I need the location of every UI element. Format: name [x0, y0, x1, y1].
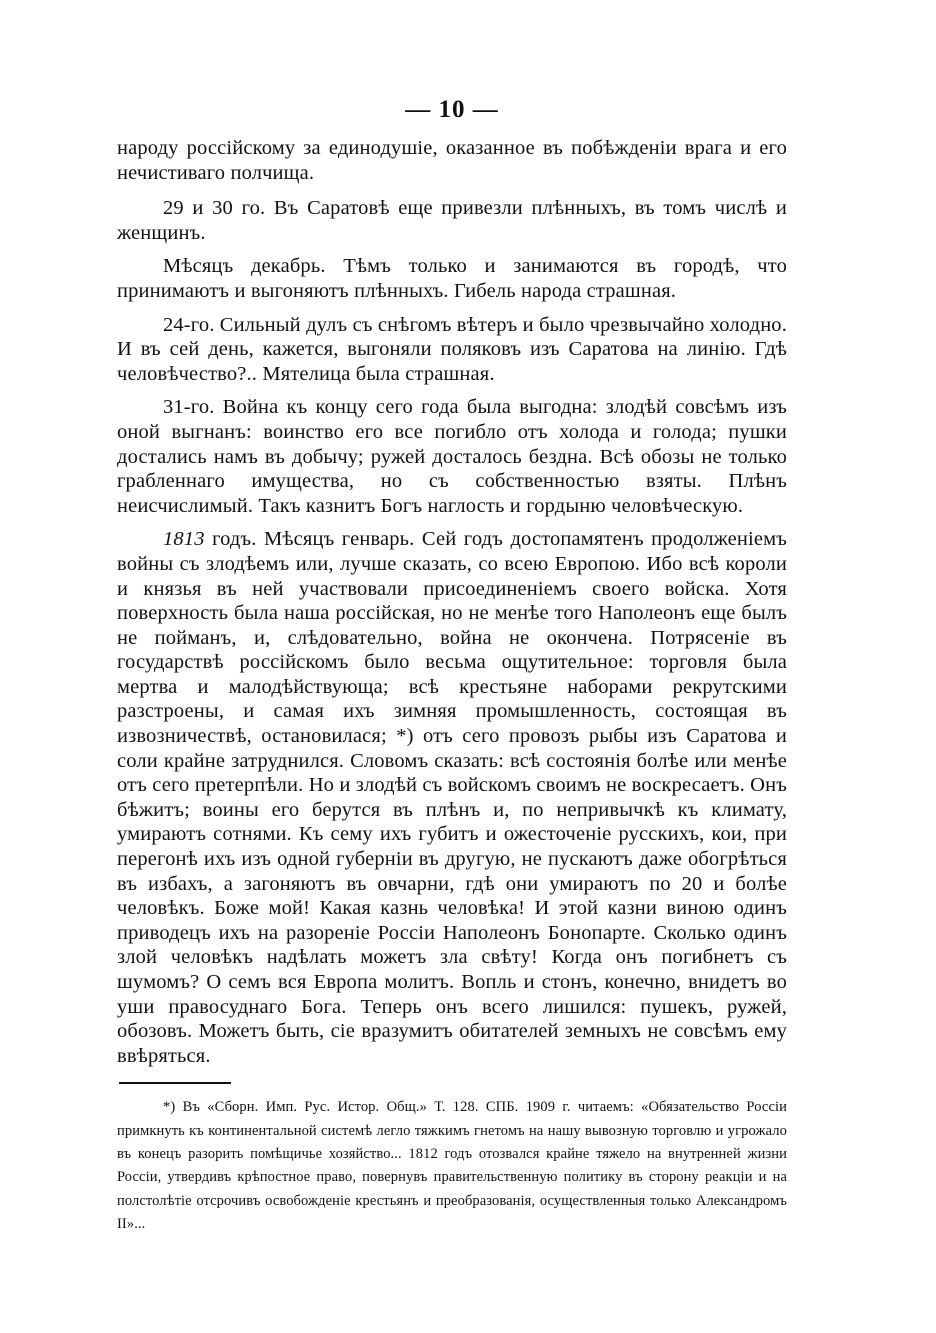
- footnote-divider: [119, 1082, 231, 1084]
- page-number: — 10 —: [405, 96, 499, 123]
- paragraph-entry-29-30: 29 и 30 го. Въ Саратовѣ еще привезли плѣнныхъ, въ томъ числѣ и женщинъ.: [117, 197, 787, 244]
- paragraph-1813-text: годъ. Мѣсяцъ генварь. Сей годъ достопамятенъ продолженіемъ войны съ злодѣемъ или, лучше сказать, со всею Европою. Ибо всѣ короли и князья въ ней участвовали присоединеніемъ своего войска. Хотя поверхность была наша россійская, но не менѣе того Наполеонъ еще былъ не пойманъ, и, слѣдовательно, война не окончена. Потрясеніе въ государствѣ россійскомъ было весьма ощутительное: торговля была мертва и малодѣйствующа; всѣ крестьяне наборами рекрутскими разстроены, и самая ихъ зимняя промышленность, состоящая въ извозничествѣ, остановилася; *) отъ сего провозъ рыбы изъ Саратова и соли крайне затруднился. Словомъ сказать: всѣ состоянія болѣе или менѣе отъ сего претерпѣли. Но и злодѣй съ войскомъ своимъ не воскресаетъ. Онъ бѣжитъ; воины его берутся въ плѣнъ и, по непривычкѣ къ климату, умираютъ сотнями. Къ сему ихъ губитъ и ожесточеніе русскихъ, кои, при перегонѣ ихъ изъ одной губерніи въ другую, не пускаютъ даже обогрѣться въ избахъ, а загоняютъ въ овчарни, гдѣ они умираютъ по 20 и болѣе человѣкъ. Боже мой! Какая казнь человѣка! И этой казни виною одинъ приводецъ ихъ на разореніе Россіи Наполеонъ Бонопарте. Сколько одинъ злой человѣкъ надѣлать можетъ зла свѣту! Когда онъ погибнетъ съ шумомъ? О семъ вся Европа молитъ. Вопль и стонъ, конечно, внидетъ во уши правосуднаго Бога. Теперь онъ всего лишился: пушекъ, ружей, обозовъ. Можетъ быть, сіе вразумитъ обитателей земныхъ не совсѣмъ ему ввѣряться.: [117, 528, 787, 1067]
- paragraph-entry-24: 24-го. Сильный дулъ съ снѣгомъ вѣтеръ и было чрезвычайно холодно. И въ сей день, кажется, выгоняли поляковъ изъ Саратова на линію. Гдѣ человѣчество?.. Мятелица была страшная.: [117, 313, 787, 385]
- paragraph-entry-1813: [117, 527, 787, 1068]
- footnote: *) Въ «Сборн. Имп. Рус. Истор. Общ.» Т. 128. СПБ. 1909 г. читаемъ: «Обязательство Россіи примкнуть къ континентальной системѣ легло тяжкимъ гнетомъ на нашу вывозную торговлю и угрожало въ конецъ разорить помѣщичье хозяйство... 1812 годъ отозвался крайне тяжело на внутренней жизни Россіи, утвердивъ крѣпостное право, повернувъ правительственную политику въ сторону реакціи и на полстолѣтіе отсрочивъ освобожденіе крестьянъ и преобразованія, осуществленныя только Александромъ II»...: [117, 1099, 787, 1232]
- paragraph-entry-31: 31-го. Война къ концу сего года была выгодна: злодѣй совсѣмъ изъ оной выгнанъ: воинство его все погибло отъ холода и голода; пушки достались намъ въ добычу; ружей досталось бездна. Всѣ обозы не только грабленнаго имущества, но съ собственностью взяты. Плѣнъ неисчислимый. Такъ казнитъ Богъ наглость и гордыню человѣческую.: [117, 396, 787, 517]
- paragraph-entry-december: Мѣсяцъ декабрь. Тѣмъ только и занимаются въ городѣ, что принимаютъ и выгоняютъ плѣнныхъ. Гибель народа страшная.: [117, 255, 787, 302]
- paragraph-continuation: народу россійскому за единодушіе, оказанное въ побѣжденіи врага и его нечистиваго полчища.: [117, 137, 787, 184]
- book-page: [117, 96, 787, 1236]
- year-1813: 1813: [163, 528, 205, 551]
